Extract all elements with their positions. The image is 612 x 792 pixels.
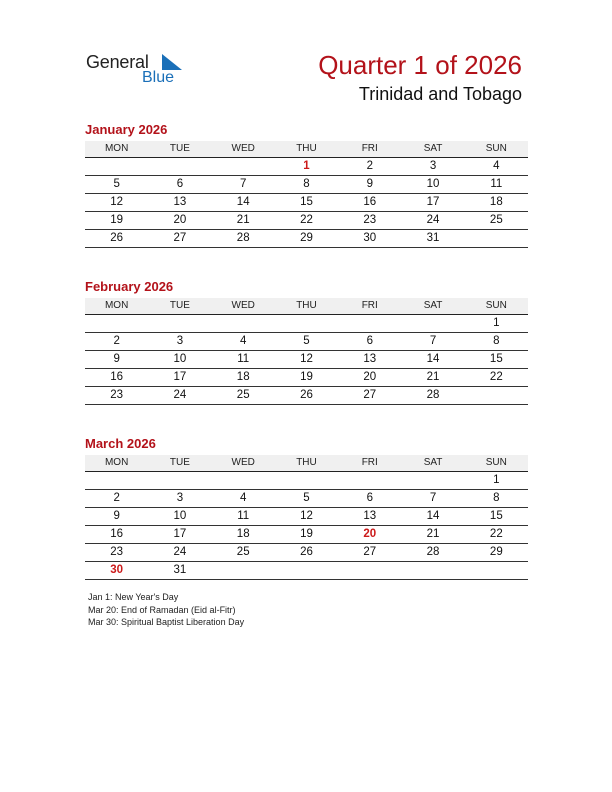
holiday-note: Jan 1: New Year's Day	[88, 592, 179, 602]
weekday-label: MON	[104, 300, 129, 311]
week-row	[85, 230, 528, 248]
day-cell	[85, 158, 148, 175]
day-cell: 15	[489, 510, 503, 522]
day-cell: 26	[300, 389, 313, 401]
day-cell: 18	[236, 528, 250, 540]
weekday-label: TUE	[169, 457, 190, 468]
day-cell: 24	[173, 389, 187, 401]
weekday-label: WED	[231, 300, 255, 311]
generalblue-logo	[86, 52, 196, 92]
day-cell: 27	[173, 232, 187, 244]
month-calendar-january	[85, 122, 528, 248]
day-cell: 1	[303, 160, 310, 172]
weeks	[85, 158, 528, 248]
day-cell: 11	[237, 510, 250, 522]
day-cell: 11	[237, 353, 250, 365]
day-cell: 3	[429, 160, 437, 172]
day-cell: 12	[300, 510, 313, 522]
day-cell: 25	[236, 546, 250, 558]
day-cell: 7	[429, 492, 437, 504]
day-cell: 17	[173, 528, 187, 540]
day-cell	[275, 472, 338, 489]
day-cell	[85, 472, 148, 489]
month-title: March 2026	[85, 436, 156, 451]
month-calendar-february	[85, 279, 528, 405]
page-title: Quarter 1 of 2026	[318, 50, 522, 80]
weekday-label: FRI	[361, 300, 378, 311]
weekday-label: FRI	[361, 457, 378, 468]
day-cell: 5	[303, 335, 310, 347]
day-cell: 8	[493, 492, 500, 504]
day-cell	[212, 158, 275, 175]
month-title: February 2026	[85, 279, 174, 294]
day-cell: 11	[490, 178, 503, 190]
day-cell: 10	[173, 510, 187, 522]
day-cell: 16	[110, 371, 124, 383]
day-cell: 31	[426, 232, 440, 244]
week-row	[85, 158, 528, 176]
day-cell: 15	[300, 196, 313, 208]
week-row	[85, 472, 528, 490]
day-cell: 6	[366, 335, 373, 347]
day-cell	[465, 387, 528, 404]
day-cell: 7	[429, 335, 437, 347]
week-row	[85, 387, 528, 405]
day-cell: 10	[173, 353, 187, 365]
weekday-label: SUN	[485, 143, 507, 154]
weekday-label: FRI	[361, 143, 378, 154]
day-cell: 12	[110, 196, 124, 208]
weeks	[85, 315, 528, 405]
day-cell: 26	[300, 546, 313, 558]
day-cell	[338, 562, 401, 579]
country-name: Trinidad and Tobago	[358, 84, 522, 104]
weekday-label: MON	[104, 457, 129, 468]
day-cell	[338, 315, 401, 332]
day-cell: 3	[176, 335, 184, 347]
day-cell: 16	[110, 528, 124, 540]
weekday-label: TUE	[169, 143, 190, 154]
day-cell: 2	[113, 335, 120, 347]
weekday-label: SAT	[423, 143, 443, 154]
holiday-notes	[88, 591, 244, 629]
week-row	[85, 490, 528, 508]
day-cell	[148, 472, 211, 489]
day-cell: 7	[240, 178, 247, 190]
weekday-label: MON	[104, 143, 129, 154]
day-cell: 20	[173, 214, 187, 226]
logo-general-text: General	[86, 52, 149, 72]
day-cell: 21	[426, 371, 440, 383]
day-cell: 19	[110, 214, 124, 226]
weekday-label: WED	[231, 143, 255, 154]
day-cell: 30	[110, 564, 124, 576]
month-title: January 2026	[85, 122, 168, 137]
day-cell: 8	[493, 335, 500, 347]
day-cell: 26	[110, 232, 124, 244]
day-cell	[85, 315, 148, 332]
day-cell: 18	[489, 196, 503, 208]
holiday-note: Mar 20: End of Ramadan (Eid al-Fitr)	[88, 604, 236, 615]
day-cell	[465, 230, 528, 247]
day-cell	[148, 315, 211, 332]
day-cell: 9	[113, 353, 120, 365]
day-cell: 13	[363, 353, 377, 365]
weekday-header	[85, 455, 528, 472]
week-row	[85, 562, 528, 580]
day-cell: 4	[493, 160, 500, 172]
day-cell: 3	[176, 492, 184, 504]
day-cell: 24	[426, 214, 440, 226]
day-cell: 30	[363, 232, 377, 244]
weekday-label: SUN	[485, 457, 507, 468]
day-cell: 15	[489, 353, 503, 365]
day-cell: 9	[113, 510, 120, 522]
week-row	[85, 194, 528, 212]
day-cell: 17	[426, 196, 440, 208]
day-cell	[401, 315, 464, 332]
day-cell	[212, 562, 275, 579]
weekday-label: SUN	[485, 300, 507, 311]
day-cell: 17	[173, 371, 187, 383]
day-cell	[401, 562, 464, 579]
week-row	[85, 369, 528, 387]
holiday-note: Mar 30: Spiritual Baptist Liberation Day	[88, 617, 245, 627]
day-cell	[275, 562, 338, 579]
day-cell: 28	[426, 546, 440, 558]
month-calendar-march	[85, 436, 528, 580]
day-cell: 29	[300, 232, 313, 244]
day-cell: 8	[303, 178, 310, 190]
day-cell: 14	[236, 196, 250, 208]
day-cell: 6	[176, 178, 184, 190]
day-cell	[401, 472, 464, 489]
day-cell: 10	[426, 178, 440, 190]
day-cell: 23	[363, 214, 377, 226]
day-cell: 22	[489, 371, 503, 383]
day-cell	[275, 315, 338, 332]
day-cell: 4	[240, 492, 247, 504]
weekday-label: THU	[296, 143, 317, 154]
day-cell	[148, 158, 211, 175]
logo-blue-text: Blue	[142, 69, 175, 86]
day-cell: 24	[173, 546, 187, 558]
weeks	[85, 472, 528, 580]
day-cell: 28	[426, 389, 440, 401]
weekday-label: SAT	[423, 457, 443, 468]
day-cell: 22	[300, 214, 313, 226]
week-row	[85, 176, 528, 194]
week-row	[85, 526, 528, 544]
day-cell: 25	[236, 389, 250, 401]
day-cell: 27	[363, 546, 377, 558]
day-cell: 1	[493, 317, 500, 329]
day-cell: 22	[489, 528, 503, 540]
day-cell: 23	[110, 546, 124, 558]
weekday-label: THU	[296, 300, 317, 311]
weekday-label: SAT	[423, 300, 443, 311]
day-cell: 18	[236, 371, 250, 383]
day-cell: 28	[236, 232, 250, 244]
day-cell: 4	[240, 335, 247, 347]
day-cell: 23	[110, 389, 124, 401]
day-cell: 13	[363, 510, 377, 522]
week-row	[85, 544, 528, 562]
weekday-label: THU	[296, 457, 317, 468]
day-cell: 5	[303, 492, 310, 504]
day-cell: 21	[426, 528, 440, 540]
day-cell: 13	[173, 196, 187, 208]
day-cell: 20	[363, 371, 377, 383]
day-cell: 14	[426, 510, 440, 522]
day-cell: 29	[489, 546, 503, 558]
day-cell: 9	[366, 178, 373, 190]
day-cell	[212, 315, 275, 332]
week-row	[85, 212, 528, 230]
day-cell: 12	[300, 353, 313, 365]
weekday-header	[85, 141, 528, 158]
week-row	[85, 351, 528, 369]
day-cell	[212, 472, 275, 489]
day-cell: 1	[493, 474, 500, 486]
day-cell	[338, 472, 401, 489]
day-cell: 6	[366, 492, 373, 504]
day-cell: 2	[113, 492, 120, 504]
day-cell: 25	[489, 214, 503, 226]
weekday-label: WED	[231, 457, 255, 468]
day-cell: 5	[113, 178, 120, 190]
day-cell: 27	[363, 389, 377, 401]
day-cell: 31	[173, 564, 187, 576]
day-cell: 2	[366, 160, 373, 172]
day-cell: 20	[363, 528, 377, 540]
weekday-label: TUE	[169, 300, 190, 311]
day-cell: 14	[426, 353, 440, 365]
week-row	[85, 333, 528, 351]
day-cell: 21	[236, 214, 250, 226]
week-row	[85, 315, 528, 333]
day-cell: 16	[363, 196, 377, 208]
day-cell: 19	[300, 528, 313, 540]
day-cell: 19	[300, 371, 313, 383]
day-cell	[465, 562, 528, 579]
week-row	[85, 508, 528, 526]
logo-triangle-icon	[160, 54, 182, 70]
weekday-header	[85, 298, 528, 315]
